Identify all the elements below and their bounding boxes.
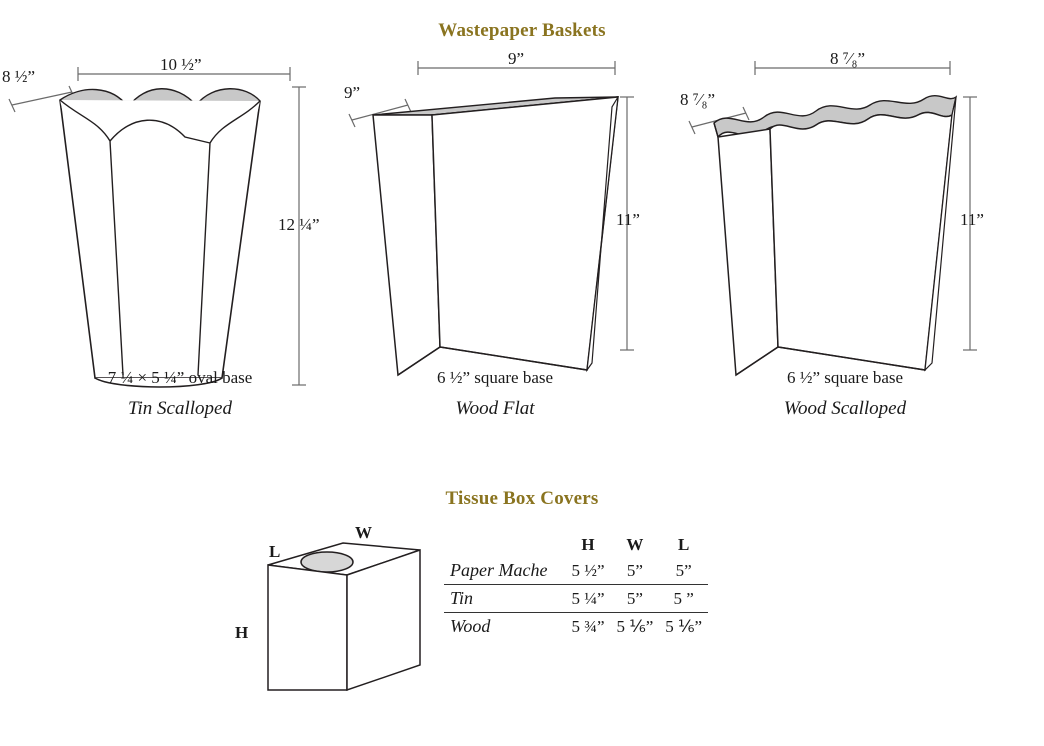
wood-scalloped-depth-label: 8 ⁷⁄₈” (680, 90, 715, 109)
tissue-box-drawing (235, 515, 455, 715)
tissue-label-l: L (269, 542, 281, 561)
wood-flat-top-width-label: 9” (508, 49, 525, 68)
cell-material: Paper Mache (450, 560, 548, 580)
wastepaper-baskets-title: Wastepaper Baskets (438, 20, 606, 41)
tin-scalloped-height-label: 12 ¼” (278, 215, 320, 234)
tissue-label-w: W (355, 523, 372, 542)
cell-w: 5 ⅙” (616, 616, 654, 636)
cell-l: 5 ” (659, 585, 708, 613)
table-header-row (444, 535, 708, 557)
wood-flat-depth-label: 9” (344, 83, 361, 102)
cell-h: 5 ¾” (571, 616, 605, 636)
tissue-label-h: H (235, 623, 249, 642)
tin-scalloped-name-caption: Tin Scalloped (128, 398, 232, 419)
header-w: W (626, 535, 644, 554)
cell-h: 5 ¼” (565, 585, 610, 613)
tissue-box-drawing-group (235, 515, 455, 715)
wood-scalloped-base-caption: 6 ½” square base (786, 368, 904, 387)
tissue-dimensions-table (444, 535, 708, 640)
cell-l: 5 ⅙” (665, 616, 703, 636)
cell-w: 5” (611, 585, 660, 613)
header-l: L (678, 535, 690, 554)
tin-scalloped-depth-label: 8 ½” (2, 67, 36, 86)
wood-scalloped-name-caption: Wood Scalloped (783, 398, 907, 419)
cell-material: Wood (450, 616, 491, 636)
wood-flat-base-caption: 6 ½” square base (436, 368, 554, 387)
cell-l: 5” (675, 560, 692, 580)
table-row (444, 613, 708, 641)
wood-flat-name-caption: Wood Flat (455, 398, 535, 419)
header-material (444, 535, 565, 557)
header-h: H (581, 535, 595, 554)
wood-scalloped-top-width-label: 8 ⁷⁄₈” (830, 49, 865, 68)
table-row (444, 557, 708, 585)
cell-w: 5” (626, 560, 643, 580)
wood-scalloped-height-label: 11” (960, 210, 984, 229)
wood-flat-height-label: 11” (616, 210, 640, 229)
tissue-box-covers-title: Tissue Box Covers (445, 488, 599, 509)
tin-scalloped-top-width-label: 10 ½” (160, 55, 202, 74)
table-row (444, 585, 708, 613)
cell-material: Tin (444, 585, 565, 613)
tin-scalloped-base-caption: 7 ¼ × 5 ¼” oval base (107, 368, 253, 387)
cell-h: 5 ½” (571, 560, 605, 580)
